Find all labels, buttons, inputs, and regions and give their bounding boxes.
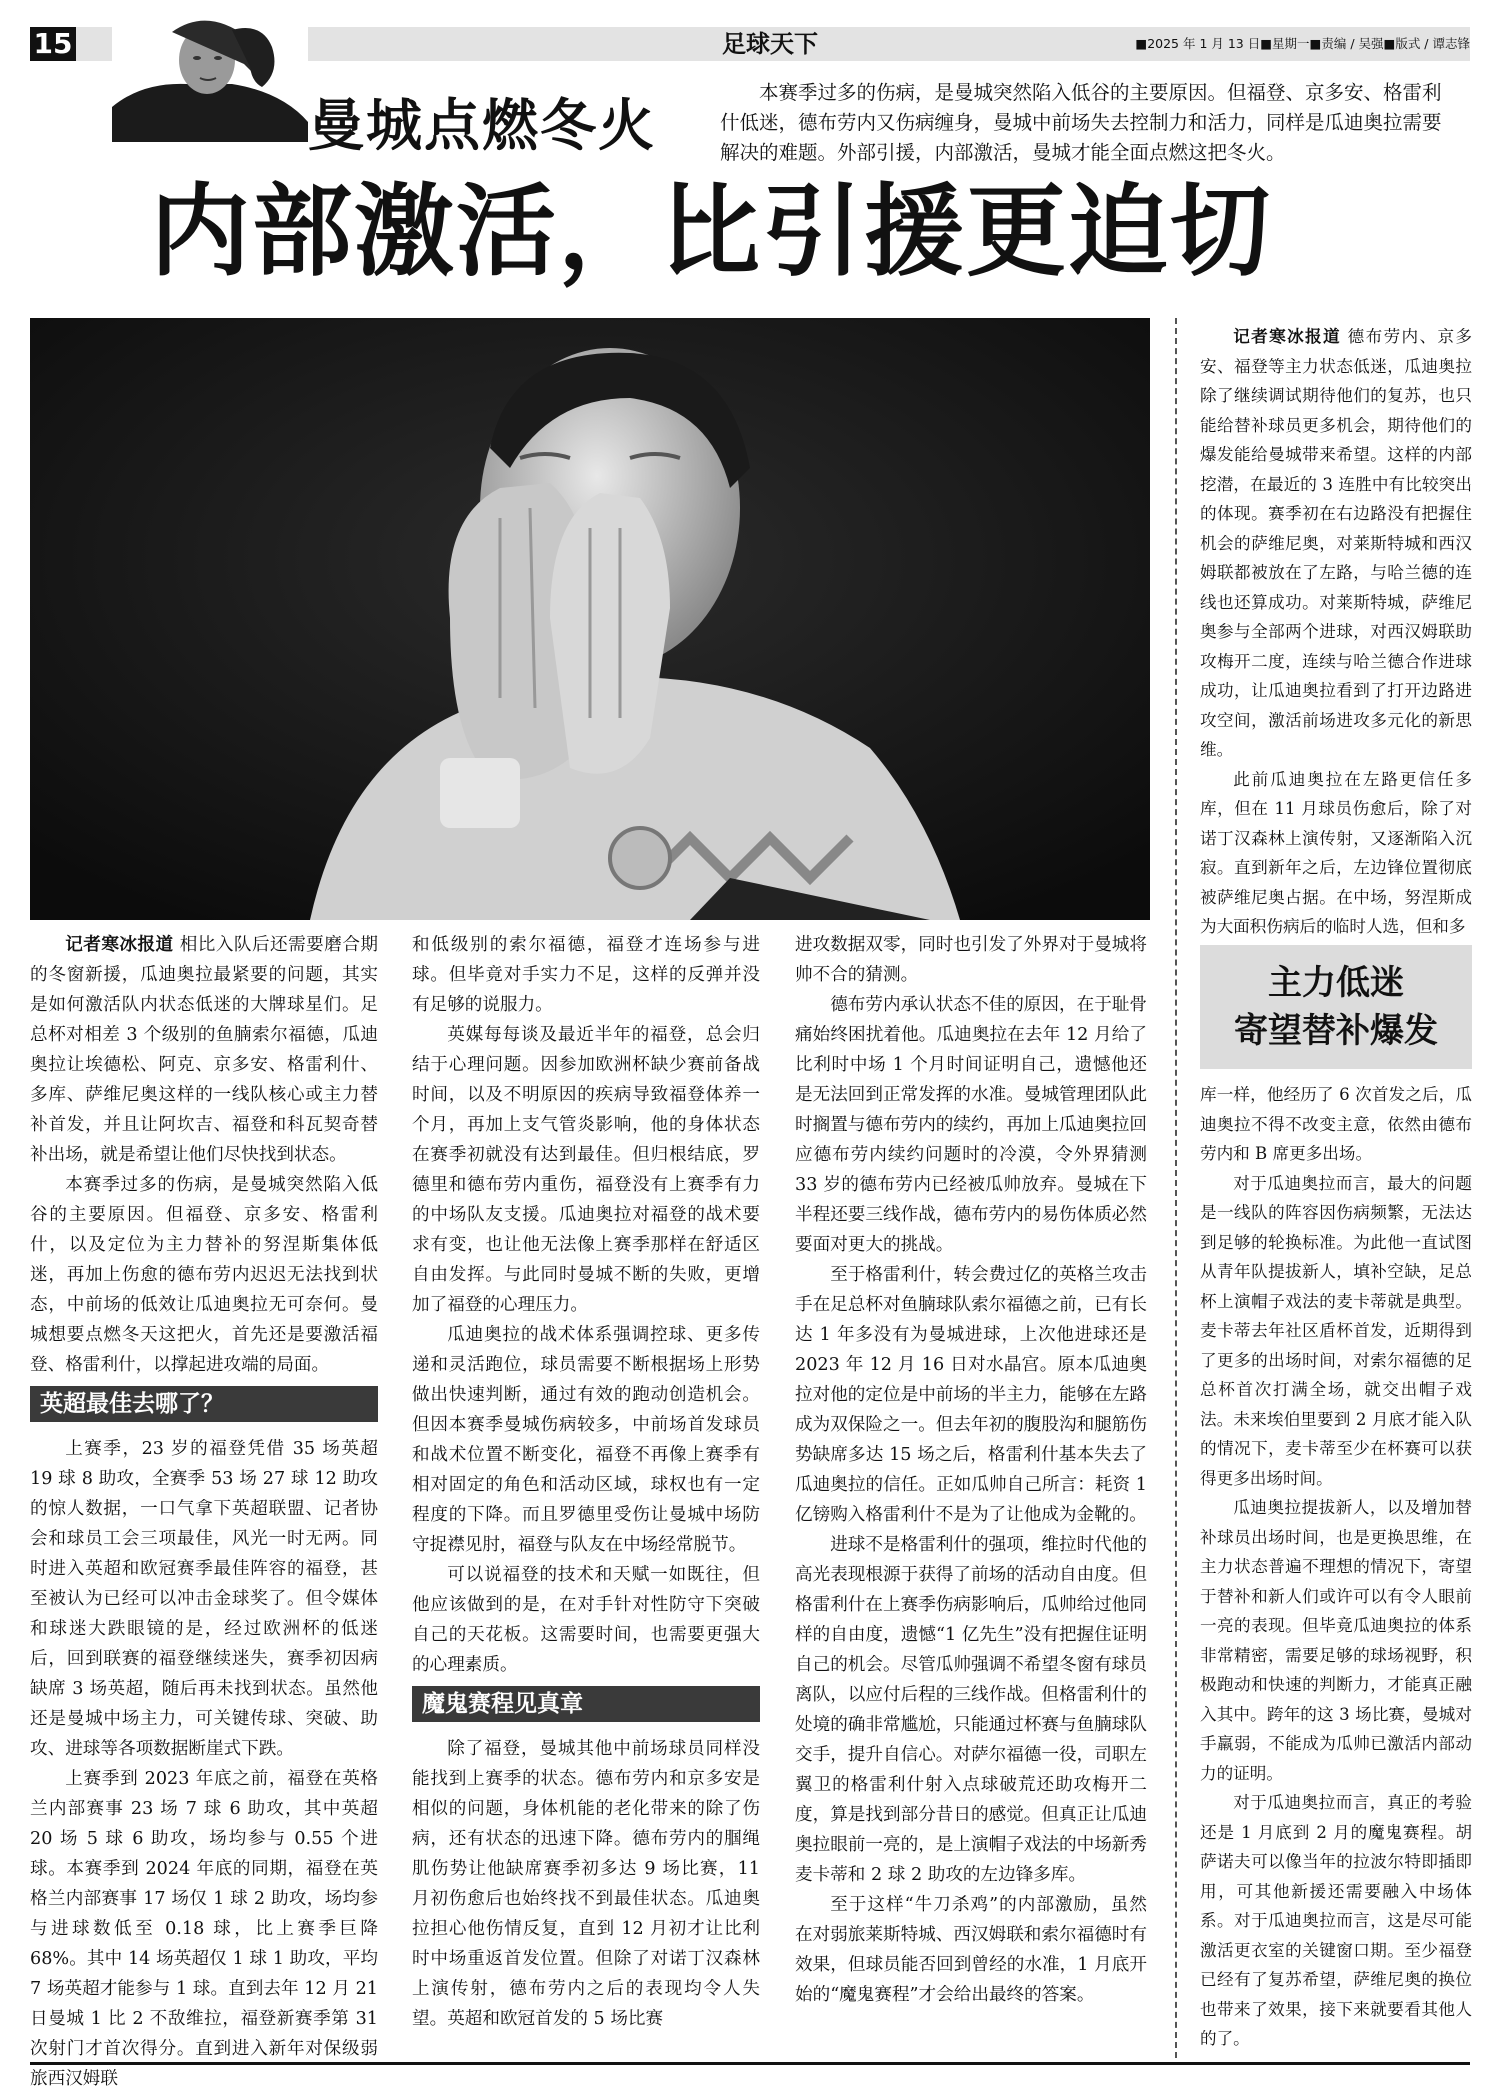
sidebar-headline-line-2: 寄望替补爆发 [1234,1011,1438,1051]
article-column-3 [795,930,1147,2010]
paragraph: 对于瓜迪奥拉而言，最大的问题是一线队的阵容因伤病频繁，无法达到足够的轮换标准。为此他一直试图从青年队提拔新人，填补空缺，足总杯上演帽子戏法的麦卡蒂就是典型。麦卡蒂去年社区盾杯首发，近期得到了更多的出场时间，对索尔福德的足总杯首次打满全场，就交出帽子戏法。未来埃伯里要到 2 月底才能入队的情况下，麦卡蒂至少在杯赛可以获得更多出场时间。 [1200,1173,1472,1488]
coach-portrait [112,12,308,142]
paragraph: 至于这样“牛刀杀鸡”的内部激励，虽然在对弱旅莱斯特城、西汉姆联和索尔福德时有效果，但球员能否回到曾经的水准，1 月底开始的“魔鬼赛程”才会给出最终的答案。 [795,1895,1147,2005]
paragraph: 进攻数据双零，同时也引发了外界对于曼城将帅不合的猜测。 [795,935,1147,985]
paragraph: 至于格雷利什，转会费过亿的英格兰攻击手在足总杯对鱼腩球队索尔福德之前，已有长达 1 年多没有为曼城进球，上次他进球还是 2023 年 12 月 16 日对水晶宫。原本瓜迪奥拉对他的定位是中前场的半主力，能够在左路成为双保险之一。但去年初的腹股沟和腿筋伤势缺席多达 15 场之后，格雷利什基本失去了瓜迪奥拉的信任。正如瓜帅自己所言：耗资 1 亿镑购入格雷利什不是为了让他成为金靴的。 [795,1265,1147,1525]
paragraph: 此前瓜迪奥拉在左路更信任多库，但在 11 月球员伤愈后，除了对诺丁汉森林上演传射，又逐渐陷入沉寂。直到新年之后，左边锋位置彻底被萨维尼奥占据。在中场，努涅斯成为大面积伤病后的临时人选，但和多 [1200,769,1472,936]
sidebar-headline-line-1: 主力低迷 [1268,963,1404,1003]
paragraph: 可以说福登的技术和天赋一如既往，但他应该做到的是，在对手针对性防守下突破自己的天花板。这需要时间，也需要更强大的心理素质。 [412,1565,760,1675]
section-title: 足球天下 [722,30,818,58]
article-column-1 [30,930,378,2094]
paragraph: 英媒每每谈及最近半年的福登，总会归结于心理问题。因参加欧洲杯缺少赛前备战时间，以及不明原因的疾病导致福登体养一个月，再加上支气管炎影响，他的身体状态在赛季初就没有达到最佳。但归根结底，罗德里和德布劳内重伤，福登没有上赛季有力的中场队友支援。瓜迪奥拉对福登的战术要求有变，也让他无法像上赛季那样在舒适区自由发挥。与此同时曼城不断的失败，更增加了福登的心理压力。 [412,1025,760,1315]
main-photo [30,318,1150,920]
sidebar-column-top [1200,322,1472,942]
sidebar-byline: 记者寒冰报道 [1233,327,1341,346]
kicker-title: 曼城点燃冬火 [308,94,656,159]
paragraph: 德布劳内、京多安、福登等主力状态低迷，瓜迪奥拉除了继续调试期待他们的复苏，也只能给替补球员更多机会，期待他们的爆发能给曼城带来希望。这样的内部挖潜，在最近的 3 连胜中有比较突出的体现。赛季初在右边路没有把握住机会的萨维尼奥，对莱斯特城和西汉姆联都被放在了左路，与哈兰德的连线也还算成功。对莱斯特城，萨维尼奥参与全部两个进球，对西汉姆联助攻梅开二度，连续与哈兰德合作进球成功，让瓜迪奥拉看到了打开边路进攻空间，激活前场进攻多元化的新思维。 [1200,327,1473,759]
paragraph: 瓜迪奥拉的战术体系强调控球、更多传递和灵活跑位，球员需要不断根据场上形势做出快速判断，通过有效的跑动创造机会。但因本赛季曼城伤病较多，中前场首发球员和战术位置不断变化，福登不再像上赛季有相对固定的角色和活动区域，球权也有一定程度的下降。而且罗德里受伤让曼城中场防守捉襟见肘，福登与队友在中场经常脱节。 [412,1325,760,1555]
paragraph: 上赛季，23 岁的福登凭借 35 场英超 19 球 8 助攻，全赛季 53 场 27 球 12 助攻的惊人数据，一口气拿下英超联盟、记者协会和球员工会三项最佳，风光一时无两。同时进入英超和欧冠赛季最佳阵容的福登，甚至被认为已经可以冲击金球奖了。但令媒体和球迷大跌眼镜的是，经过欧洲杯的低迷后，回到联赛的福登继续迷失，赛季初因病缺席 3 场英超，随后再未找到状态。虽然他还是曼城中场主力，可关键传球、突破、助攻、进球等各项数据断崖式下跌。 [30,1439,378,1759]
paragraph: 德布劳内承认状态不佳的原因，在于耻骨痛始终困扰着他。瓜迪奥拉在去年 12 月给了比利时中场 1 个月时间证明自己，遗憾他还是无法回到正常发挥的水准。曼城管理团队此时搁置与德布劳内的续约，再加上瓜迪奥拉回应德布劳内续约问题时的冷漠，令外界猜测 33 岁的德布劳内已经被瓜帅放弃。曼城在下半程还要三线作战，德布劳内的易伤体质必然要面对更大的挑战。 [795,995,1147,1255]
sidebar-divider [1175,318,1178,2058]
paragraph: 和低级别的索尔福德，福登才连场参与进球。但毕竟对手实力不足，这样的反弹并没有足够的说服力。 [412,935,760,1015]
paragraph: 库一样，他经历了 6 次首发之后，瓜迪奥拉不得不改变主意，依然由德布劳内和 B 席更多出场。 [1200,1085,1472,1163]
sidebar-column-bottom [1200,1080,1472,2054]
article-deck: 本赛季过多的伤病，是曼城突然陷入低谷的主要原因。但福登、京多安、格雷利什低迷，德布劳内又伤病缠身，曼城中前场失去控制力和活力，同样是瓜迪奥拉需要解决的难题。外部引援，内部激活，曼城才能全面点燃这把冬火。 [720,81,1442,164]
paragraph: 上赛季到 2023 年底之前，福登在英格兰内部赛事 23 场 7 球 6 助攻，其中英超 20 场 5 球 6 助攻，场均参与 0.55 个进球。本赛季到 2024 年底的同期，福登在英格兰内部赛事 17 场仅 1 球 2 助攻，场均参与进球数低至 0.18 球，比上赛季巨降 68%。其中 14 场英超仅 1 球 1 助攻，平均 7 场英超才能参与 1 球。直到去年 12 月 21 日曼城 1 比 2 不敌维拉，福登新赛季第 31 次射门才首次得分。直到进入新年对保级弱旅西汉姆联 [30,1769,378,2089]
page-number: 15 [30,27,76,61]
paragraph: 瓜迪奥拉提拔新人，以及增加替补球员出场时间，也是更换思维，在主力状态普遍不理想的情况下，寄望于替补和新人们或许可以有令人眼前一亮的表现。但毕竟瓜迪奥拉的体系非常精密，需要足够的球场视野，积极跑动和快速的判断力，才能真正融入其中。跨年的这 3 场比赛，曼城对手羸弱，不能成为瓜帅已激活内部动力的证明。 [1200,1498,1472,1783]
article-column-2 [412,930,760,2034]
paragraph: 对于瓜迪奥拉而言，真正的考验还是 1 月底到 2 月的魔鬼赛程。胡萨诺夫可以像当年的拉波尔特即插即用，可其他新援还需要融入中场体系。对于瓜迪奥拉而言，这是尽可能激活更衣室的关键窗口期。至少福登已经有了复苏希望，萨维尼奥的换位也带来了效果，接下来就要看其他人的了。 [1200,1793,1472,2048]
paragraph: 相比入队后还需要磨合期的冬窗新援，瓜迪奥拉最紧要的问题，其实是如何激活队内状态低迷的大牌球星们。足总杯对相差 3 个级别的鱼腩索尔福德，瓜迪奥拉让埃德松、阿克、京多安、格雷利什、多库、萨维尼奥这样的一线队核心或主力替补首发，并且让阿坎吉、福登和科瓦契奇替补出场，就是希望让他们尽快找到状态。 [30,935,378,1165]
reporter-byline: 记者寒冰报道 [65,935,174,955]
subhead-best-player: 英超最佳去哪了？ [30,1386,378,1422]
sidebar-headline-box [1200,945,1472,1069]
main-headline: 内部激活，比引援更迫切 [150,173,1272,290]
paragraph: 本赛季过多的伤病，是曼城突然陷入低谷的主要原因。但福登、京多安、格雷利什，以及定位为主力替补的努涅斯集体低迷，再加上伤愈的德布劳内迟迟无法找到状态，中前场的低效让瓜迪奥拉无可奈何。曼城想要点燃冬天这把火，首先还是要激活福登、格雷利什，以撑起进攻端的局面。 [30,1175,378,1375]
bottom-rule [30,2062,1470,2065]
paragraph: 除了福登，曼城其他中前场球员同样没能找到上赛季的状态。德布劳内和京多安是相似的问题，身体机能的老化带来的除了伤病，还有状态的迅速下降。德布劳内的腘绳肌伤势让他缺席赛季初多达 9 场比赛，11 月初伤愈后也始终找不到最佳状态。瓜迪奥拉担心他伤情反复，直到 12 月初才让比利时中场重返首发位置。但除了对诺丁汉森林上演传射，德布劳内之后的表现均令人失望。英超和欧冠首发的 5 场比赛 [412,1739,760,2029]
issue-meta: ■2025 年 1 月 13 日■星期一■责编 / 吴强■版式 / 谭志锋 [1135,36,1470,51]
paragraph: 进球不是格雷利什的强项，维拉时代他的高光表现根源于获得了前场的活动自由度。但格雷利什在上赛季伤病影响后，瓜帅给过他同样的自由度，遗憾“1 亿先生”没有把握住证明自己的机会。尽管瓜帅强调不希望冬窗有球员离队，以应付后程的三线作战。但格雷利什的处境的确非常尴尬，只能通过杯赛与鱼腩球队交手，提升自信心。对萨尔福德一役，司职左翼卫的格雷利什射入点球破荒还助攻梅开二度，算是找到部分昔日的感觉。但真正让瓜迪奥拉眼前一亮的，是上演帽子戏法的中场新秀麦卡蒂和 2 球 2 助攻的左边锋多库。 [795,1535,1147,1885]
player-photo-icon [30,318,1150,920]
coach-portrait-icon [112,12,308,142]
subhead-devil-schedule: 魔鬼赛程见真章 [412,1686,760,1722]
